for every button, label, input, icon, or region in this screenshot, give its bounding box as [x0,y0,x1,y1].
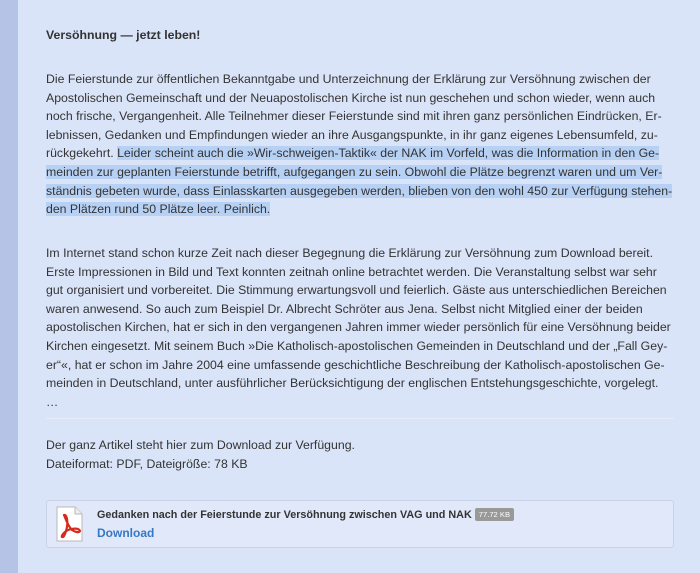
file-size-badge: 77.72 KB [475,508,514,521]
download-line: Der ganz Artikel steht hier zum Download zur Verfügung. [46,438,355,452]
paragraph-1 [46,70,674,219]
download-link[interactable]: Download [97,526,155,540]
attachment-title-text: Gedanken nach der Feierstunde zur Versöhnung zwischen VAG und NAK [97,509,472,521]
article-title: Versöhnung — jetzt leben! [46,28,201,42]
attachment-box [46,500,674,548]
divider [46,418,674,419]
paragraph-1-text: Die Feierstunde zur öffentlichen Bekanntgabe und Unterzeichnung der Erklärung zur Versöhnung zwischen der Apostolischen Gemeinschaft und der Neuapostolischen Kirche ist nun geschehen und schon wieder, wenn auch noch frische, Vergangenheit. Alle Teilnehmer dieser Feierstunde sind mit ihren ganz persönlichen Eindrücken, Erlebnissen, Gedanken und Empfindungen wieder an ihre Ausgangspunkte, in ihr ganz eigenes Lebensumfeld, zurückgekehrt. [46,72,662,161]
selected-text[interactable]: Leider scheint auch die »Wir-schweigen-Taktik« der NAK im Vorfeld, was die Information in den Gemeinden zur geplanten Feierstunde betrifft, aufgegangen zu sein. Obwohl die Plätze begrenzt waren und um Verständnis gebeten wurde, dass Einlasskarten ausgegeben werden, blieben von den wohl 450 zur Verfügung stehenden Plätzen rund 50 Plätze leer. Peinlich. [46,146,673,217]
paragraph-2: Im Internet stand schon kurze Zeit nach dieser Begegnung die Erklärung zur Versöhnung zum Download bereit. Erste Impressionen in Bild und Text konnten zeitnah online betrachtet werden. Die Veranstaltung selbst war sehr gut organisiert und vorbereitet. Die Stimmung erwartungsvoll und feierlich. Gäste aus unterschiedlichen Bereichen waren anwesend. So auch zum Beispiel Dr. Albrecht Schröter aus Jena. Selbst nicht Mitglied einer der beiden apostolischen Kirchen, hat er sich in den vergangenen Jahren immer wieder persönlich für eine Versöhnung beider Kirchen eingesetzt. Mit seinem Buch »Die Katholisch-apostolischen Gemeinden in Deutschland und der „Fall Geyer“«, hat er schon im Jahre 2004 eine umfassende geschichtliche Beschreibung der Katholisch-apostolischen Gemeinden in Deutschland, unter ausführlicher Berücksichtigung der englischen Entstehungsgeschichte, vorgelegt. … [46,246,671,409]
attachment-title [97,507,514,523]
download-info [46,436,674,473]
left-margin-strip [0,0,18,573]
pdf-file-icon[interactable] [54,506,84,542]
file-info: Dateiformat: PDF, Dateigröße: 78 KB [46,456,248,471]
page [18,0,700,573]
